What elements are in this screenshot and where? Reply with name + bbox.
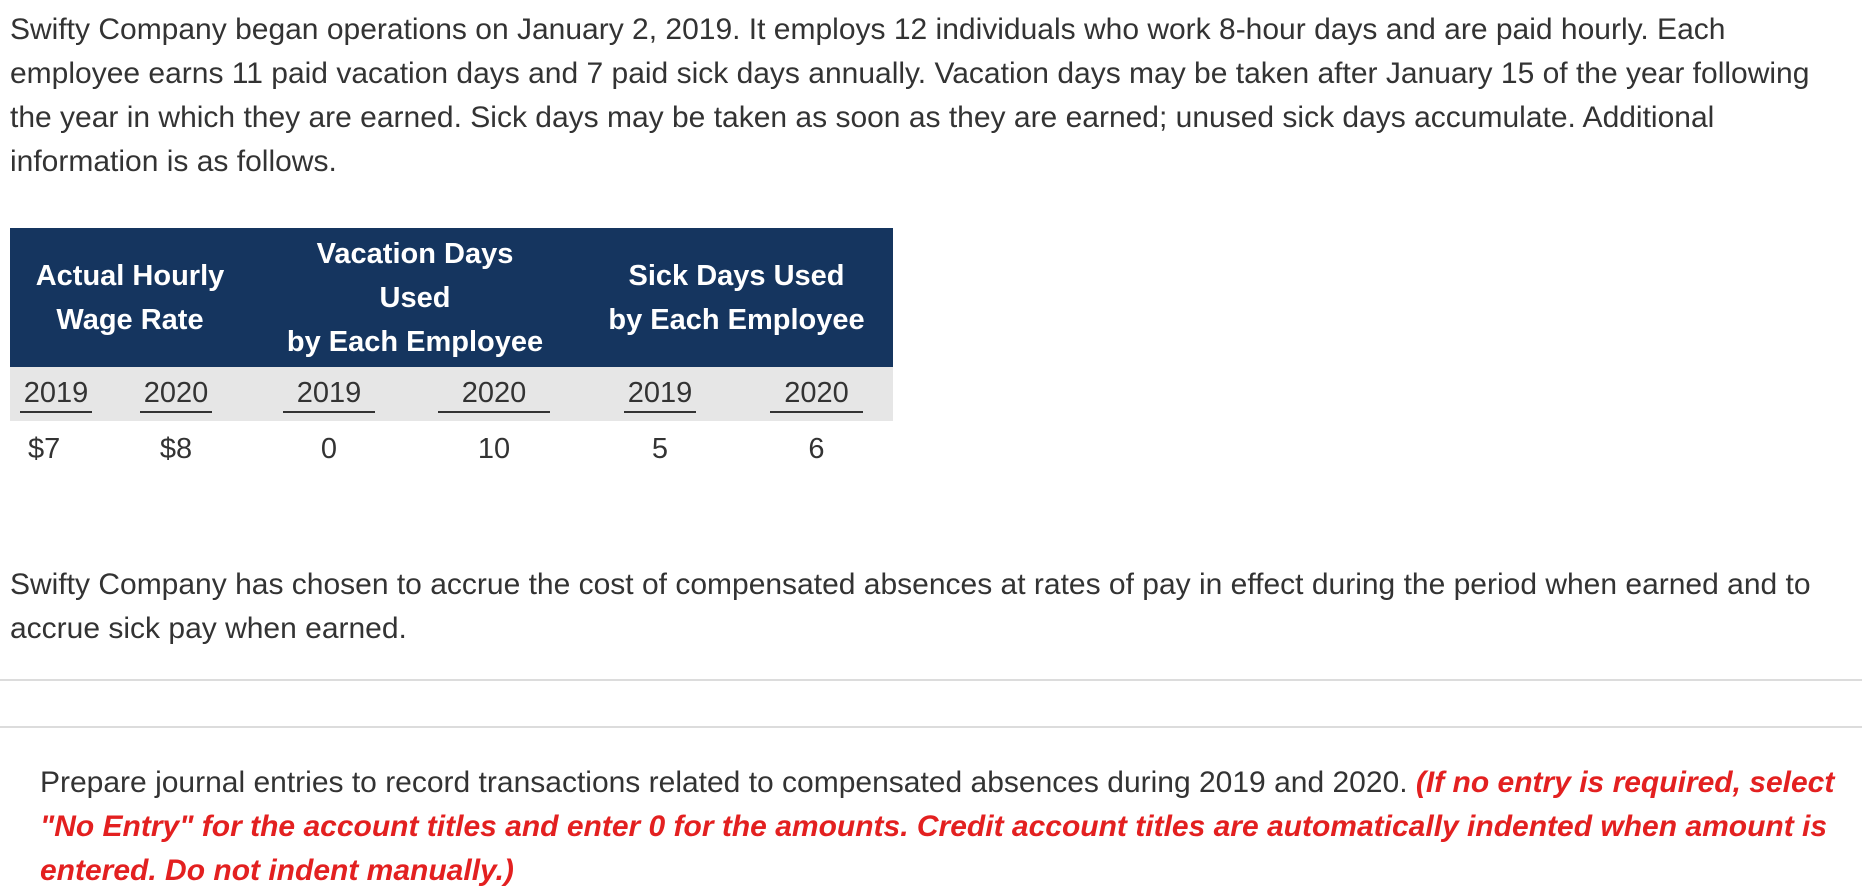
- value-cell: 10: [477, 432, 511, 465]
- year-cell: 2020: [102, 367, 250, 421]
- instructions-note: (If no entry is required, select "No Entry" for the account titles and enter 0 for the amounts. Credit account titles are automatically indented when amount is entered. Do not indent manually.): [40, 766, 1835, 887]
- compensation-data-table: [10, 228, 893, 477]
- header-hourly-wage-rate: Actual Hourly Wage Rate: [10, 228, 250, 367]
- year-cell: 2020: [408, 367, 580, 421]
- year-cell: 2019: [10, 367, 102, 421]
- instructions-text: [40, 761, 1840, 893]
- year-cell: 2020: [740, 367, 893, 421]
- instructions-main: Prepare journal entries to record transactions related to compensated absences during 2019 and 2020.: [40, 766, 1408, 799]
- year-header-row: [10, 367, 893, 421]
- value-cell: $7: [28, 432, 61, 465]
- accrual-policy-text: Swifty Company has chosen to accrue the cost of compensated absences at rates of pay in effect during the period when earned and to accrue sick pay when earned.: [10, 568, 1811, 645]
- year-cell: 2019: [580, 367, 740, 421]
- value-cell: 5: [651, 432, 669, 465]
- section-divider: [0, 726, 1862, 728]
- year-cell: 2019: [250, 367, 408, 421]
- header-vacation-days-used: Vacation Days Used by Each Employee: [250, 228, 580, 367]
- problem-intro-text: Swifty Company began operations on January 2, 2019. It employs 12 individuals who work 8-hour days and are paid hourly. Each employee earns 11 paid vacation days and 7 paid sick days annually. Vacation days may be taken after January 15 of the year following the year in which they are earned. Sick days may be taken as soon as they are earned; unused sick days accumulate. Additional information is as follows.: [10, 13, 1810, 178]
- section-divider: [0, 679, 1862, 681]
- value-cell: $8: [159, 432, 193, 465]
- values-row: [10, 421, 893, 477]
- header-sick-days-used: Sick Days Used by Each Employee: [580, 228, 893, 367]
- value-cell: 6: [808, 432, 825, 465]
- value-cell: 0: [320, 432, 338, 465]
